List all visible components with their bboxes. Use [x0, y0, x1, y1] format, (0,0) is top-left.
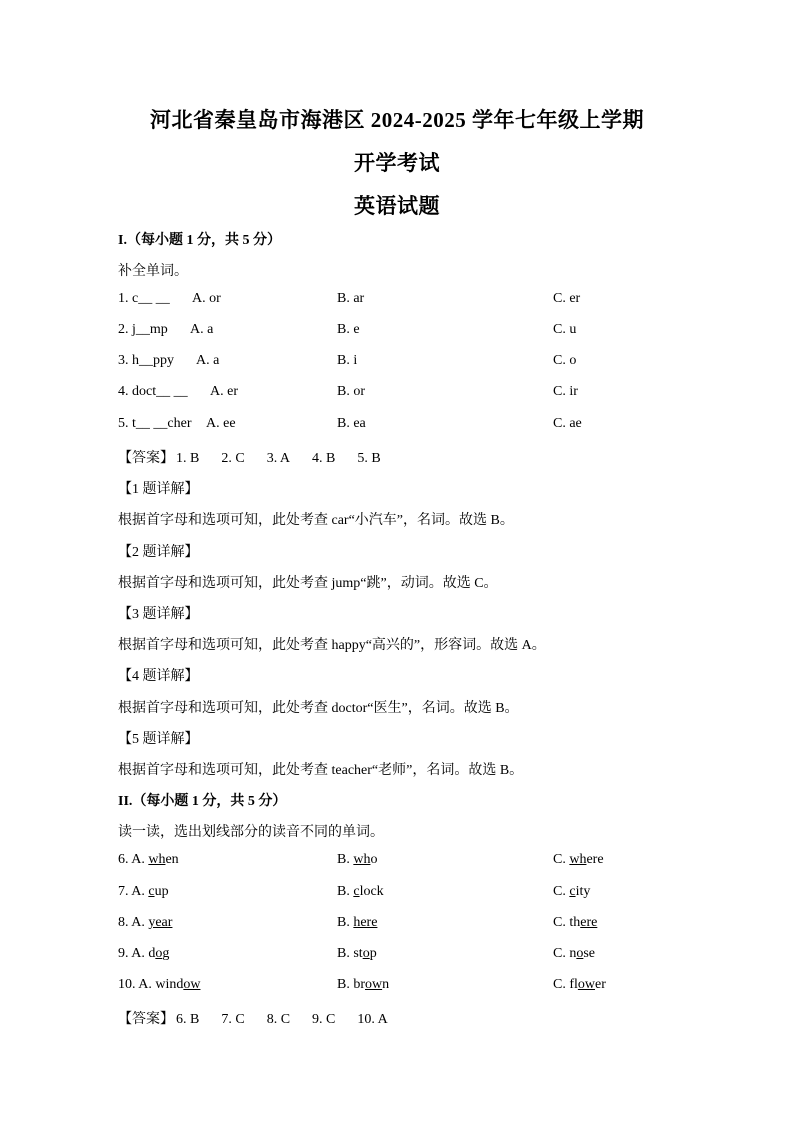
- question-row: [118, 977, 678, 995]
- question-row: [118, 946, 678, 964]
- section1-heading: I.（每小题 1 分，共 5 分）: [118, 233, 281, 248]
- option-b: B. e: [337, 322, 360, 337]
- option-c: C. city: [553, 884, 591, 899]
- explanation-text: 根据首字母和选项可知，此处考查 jump“跳”，动词。故选 C。: [118, 576, 498, 591]
- option-c: C. er: [553, 291, 581, 306]
- option-b: B. i: [337, 353, 358, 368]
- option-b: B. clock: [337, 884, 384, 899]
- option-c: C. ir: [553, 384, 578, 399]
- option-a: 10. A. window: [118, 977, 201, 992]
- document-subject: 英语试题: [354, 194, 440, 218]
- question-stem: 3. h__ppy: [118, 353, 174, 368]
- section1-instruction: 补全单词。: [118, 264, 188, 279]
- answer-label: 【答案】: [118, 451, 174, 466]
- explanation-text: 根据首字母和选项可知，此处考查 happy“高兴的”，形容词。故选 A。: [118, 638, 546, 653]
- answer-item: 6. B: [176, 1012, 200, 1027]
- option-a: 6. A. when: [118, 852, 179, 867]
- question-row: [118, 884, 678, 902]
- option-a: A. ee: [206, 416, 236, 431]
- option-a: A. a: [190, 322, 214, 337]
- answer-label: 【答案】: [118, 1012, 174, 1027]
- option-c: C. nose: [553, 946, 596, 961]
- option-a: 9. A. dog: [118, 946, 170, 961]
- option-b: B. stop: [337, 946, 377, 961]
- option-c: C. u: [553, 322, 577, 337]
- answer-key: [118, 447, 403, 467]
- question-row: [118, 322, 678, 340]
- section2-instruction: 读一读，选出划线部分的读音不同的单词。: [118, 825, 384, 840]
- section2-heading: II.（每小题 1 分，共 5 分）: [118, 794, 287, 809]
- option-c: C. ae: [553, 416, 582, 431]
- option-b: B. ar: [337, 291, 365, 306]
- answer-item: 1. B: [176, 451, 200, 466]
- question-row: [118, 852, 678, 870]
- document-subtitle: 开学考试: [354, 151, 440, 175]
- answer-item: 4. B: [312, 451, 336, 466]
- explanation-heading: 【5 题详解】: [118, 732, 199, 747]
- question-stem: 1. c__ __: [118, 291, 170, 306]
- explanation-heading: 【1 题详解】: [118, 482, 199, 497]
- answer-item: 5. B: [357, 451, 381, 466]
- option-a: 8. A. year: [118, 915, 173, 930]
- question-stem: 4. doct__ __: [118, 384, 188, 399]
- answer-item: 8. C: [266, 1012, 291, 1027]
- option-b: B. or: [337, 384, 365, 399]
- option-b: B. brown: [337, 977, 390, 992]
- option-a: A. er: [210, 384, 238, 399]
- option-a: A. or: [192, 291, 221, 306]
- explanation-text: 根据首字母和选项可知，此处考查 car“小汽车”，名词。故选 B。: [118, 513, 514, 528]
- explanation-heading: 【2 题详解】: [118, 545, 199, 560]
- answer-item: 7. C: [221, 1012, 245, 1027]
- question-stem: 5. t__ __cher: [118, 416, 192, 431]
- question-stem: 2. j__mp: [118, 322, 168, 337]
- option-b: B. who: [337, 852, 378, 867]
- answer-key: [118, 1008, 410, 1028]
- option-b: B. here: [337, 915, 378, 930]
- answer-item: 9. C: [312, 1012, 336, 1027]
- question-row: [118, 291, 678, 309]
- question-row: [118, 915, 678, 933]
- answer-item: 10. A: [357, 1012, 388, 1027]
- option-a: 7. A. cup: [118, 884, 169, 899]
- option-a: A. a: [196, 353, 220, 368]
- answer-item: 2. C: [221, 451, 245, 466]
- explanation-text: 根据首字母和选项可知，此处考查 doctor“医生”，名词。故选 B。: [118, 701, 519, 716]
- question-row: [118, 384, 678, 402]
- question-row: [118, 416, 678, 434]
- explanation-heading: 【3 题详解】: [118, 607, 199, 622]
- explanation-heading: 【4 题详解】: [118, 669, 199, 684]
- question-row: [118, 353, 678, 371]
- answer-item: 3. A: [266, 451, 291, 466]
- option-c: C. there: [553, 915, 598, 930]
- option-c: C. flower: [553, 977, 606, 992]
- document-title: 河北省秦皇岛市海港区 2024-2025 学年七年级上学期: [150, 108, 644, 132]
- option-b: B. ea: [337, 416, 366, 431]
- option-c: C. where: [553, 852, 604, 867]
- option-c: C. o: [553, 353, 577, 368]
- explanation-text: 根据首字母和选项可知，此处考查 teacher“老师”，名词。故选 B。: [118, 763, 524, 778]
